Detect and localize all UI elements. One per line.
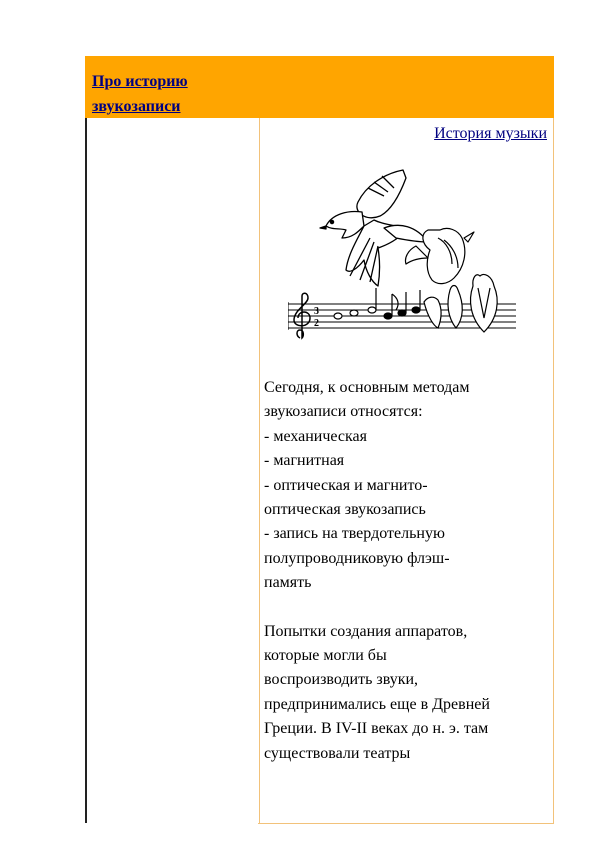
paragraph1-line: оптическая звукозапись (264, 501, 426, 519)
paragraph1-line: - магнитная (264, 452, 345, 470)
paragraph1-line: - оптическая и магнито- (264, 476, 428, 494)
paragraph2-line: предпринимались еще в Древней (264, 695, 490, 713)
right-cell (258, 118, 554, 824)
paragraph1-line: Сегодня, к основным методам (264, 379, 470, 396)
paragraph2-line: Греции. В IV-II веках до н. э. там (264, 720, 489, 738)
svg-text:2: 2 (314, 318, 319, 329)
header-title-line2: звукозаписи (92, 98, 181, 115)
paragraph1-line: - запись на твердотельную (264, 525, 445, 543)
paragraph2-line: Попытки создания аппаратов, (264, 622, 468, 640)
article-text (264, 376, 552, 766)
music-history-link[interactable]: История музыки (434, 125, 547, 142)
paragraph1-line: звукозаписи относятся: (264, 403, 423, 421)
left-cell (85, 118, 260, 823)
header-row (85, 56, 554, 118)
header-title-line1: Про историю (92, 73, 188, 90)
paragraph1-line: - механическая (264, 427, 367, 445)
paragraph2-line: существовали театры (264, 744, 411, 762)
paragraph2-line: воспроизводить звуки, (264, 671, 419, 689)
svg-text:3: 3 (314, 306, 319, 317)
paragraph-gap (264, 596, 552, 620)
paragraph1-line: полупроводниковую флэш- (264, 549, 450, 567)
birds-music-illustration (288, 168, 553, 368)
paragraph1-line: память (264, 574, 312, 592)
paragraph2-line: которые могли бы (264, 647, 387, 665)
history-link[interactable] (92, 69, 242, 119)
